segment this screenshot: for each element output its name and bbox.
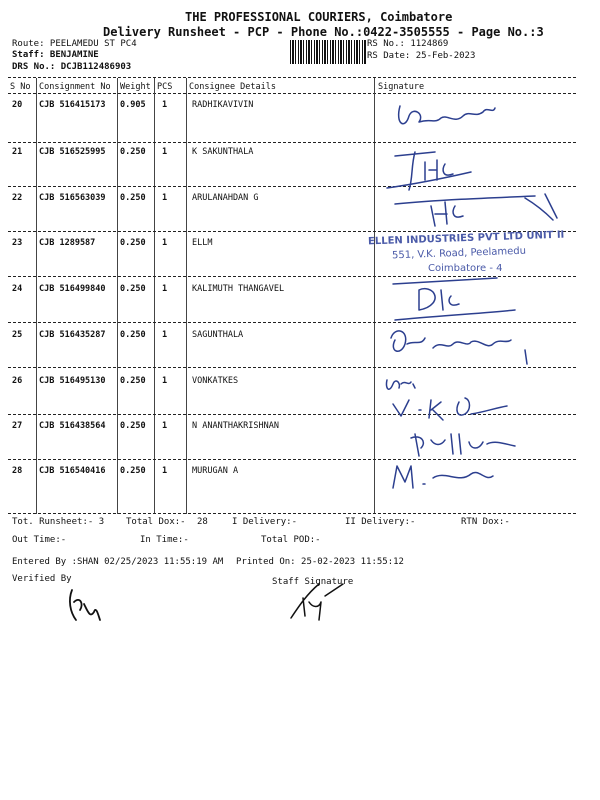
col-weight-header: Weight <box>120 82 151 92</box>
row-consignment-no: CJB 516438564 <box>39 421 106 431</box>
row-sno: 20 <box>12 100 23 110</box>
drs-number: DRS No.: DCJB112486903 <box>12 62 132 72</box>
total-dox-value: 28 <box>197 517 208 527</box>
row-weight: 0.250 <box>120 147 146 157</box>
stamp-line-1: ELLEN INDUSTRIES PVT LTD UNIT II <box>367 229 565 248</box>
row-pcs: 1 <box>162 147 168 157</box>
row-consignee: ELLM <box>192 238 213 248</box>
route-label: Route: PEELAMEDU ST PC4 <box>12 39 137 49</box>
row-sno: 21 <box>12 147 23 157</box>
col-consignment-header: Consignment No <box>39 82 111 92</box>
row-sno: 26 <box>12 376 23 386</box>
row-pcs: 1 <box>162 100 168 110</box>
col-divider <box>154 78 155 514</box>
row-consignment-no: CJB 516540416 <box>39 466 106 476</box>
row-pcs: 1 <box>162 193 168 203</box>
row-sno: 23 <box>12 238 23 248</box>
row-pcs: 1 <box>162 376 168 386</box>
signature-row-22 <box>395 194 557 226</box>
col-signature-header: Signature <box>378 82 425 92</box>
barcode-image <box>290 40 366 64</box>
verified-by-label: Verified By <box>12 574 72 584</box>
col-divider <box>117 78 118 514</box>
signature-row-28 <box>393 466 493 488</box>
signature-row-20 <box>399 106 495 124</box>
row-consignment-no: CJB 1289587 <box>39 238 96 248</box>
runsheet-subtitle: Delivery Runsheet - PCP - Phone No.:0422-3505555 - Page No.:3 <box>103 25 544 39</box>
signature-scribbles <box>375 94 600 519</box>
stamp-line-2: 551, V.K. Road, Peelamedu <box>391 245 527 262</box>
row-consignee: VONKATKES <box>192 376 239 386</box>
row-consignment-no: CJB 516415173 <box>39 100 106 110</box>
signature-row-26 <box>386 380 415 389</box>
row-weight: 0.250 <box>120 330 146 340</box>
row-pcs: 1 <box>162 238 168 248</box>
row-pcs: 1 <box>162 330 168 340</box>
row-weight: 0.250 <box>120 238 146 248</box>
signature-row-25 <box>391 331 527 364</box>
row-consignment-no: CJB 516563039 <box>39 193 106 203</box>
row-consignee: K SAKUNTHALA <box>192 147 254 157</box>
col-sno-header: S No <box>10 82 31 92</box>
rtn-dox-label: RTN Dox:- <box>461 517 510 527</box>
printed-on: Printed On: 25-02-2023 11:55:12 <box>236 557 404 567</box>
row-weight: 0.905 <box>120 100 146 110</box>
staff-label: Staff: BENJAMINE <box>12 50 99 60</box>
row-consignment-no: CJB 516435287 <box>39 330 106 340</box>
total-pod-label: Total POD:- <box>261 535 321 545</box>
col-divider <box>36 78 37 514</box>
row-sno: 27 <box>12 421 23 431</box>
total-runsheet: Tot. Runsheet:- 3 <box>12 517 105 527</box>
i-delivery-label: I Delivery:- <box>232 517 298 527</box>
total-dox-label: Total Dox:- <box>126 517 186 527</box>
col-divider <box>186 78 187 514</box>
row-consignment-no: CJB 516525995 <box>39 147 106 157</box>
row-sno: 28 <box>12 466 23 476</box>
row-pcs: 1 <box>162 466 168 476</box>
signature-row-26b <box>393 398 507 420</box>
row-sno: 22 <box>12 193 23 203</box>
row-sno: 24 <box>12 284 23 294</box>
row-consignment-no: CJB 516499840 <box>39 284 106 294</box>
rs-number: RS No.: 1124869 <box>367 39 449 49</box>
out-time-label: Out Time:- <box>12 535 67 545</box>
col-consignee-header: Consignee Details <box>189 82 276 92</box>
row-weight: 0.250 <box>120 193 146 203</box>
stamp-line-3: Coimbatore - 4 <box>428 263 503 274</box>
row-weight: 0.250 <box>120 284 146 294</box>
rs-date: RS Date: 25-Feb-2023 <box>367 51 476 61</box>
row-consignee: KALIMUTH THANGAVEL <box>192 284 285 294</box>
row-sno: 25 <box>12 330 23 340</box>
signature-row-21 <box>387 152 471 190</box>
ii-delivery-label: II Delivery:- <box>345 517 416 527</box>
row-weight: 0.250 <box>120 421 146 431</box>
verifier-signature <box>60 582 110 627</box>
row-consignee: RADHIKAVIVIN <box>192 100 254 110</box>
row-consignee: MURUGAN A <box>192 466 239 476</box>
row-consignee: ARULANAHDAN G <box>192 193 259 203</box>
signature-row-24 <box>393 278 515 320</box>
col-pcs-header: PCS <box>157 82 173 92</box>
header-top-rule <box>8 77 576 78</box>
company-title: THE PROFESSIONAL COURIERS, Coimbatore <box>185 10 453 24</box>
row-pcs: 1 <box>162 421 168 431</box>
row-consignee: SAGUNTHALA <box>192 330 244 340</box>
staff-signature <box>285 578 345 623</box>
entered-by: Entered By :SHAN 02/25/2023 11:55:19 AM <box>12 557 224 567</box>
signature-row-27 <box>411 434 515 456</box>
staff-signature-label: Staff Signature <box>272 577 354 587</box>
row-consignment-no: CJB 516495130 <box>39 376 106 386</box>
in-time-label: In Time:- <box>140 535 189 545</box>
row-consignee: N ANANTHAKRISHNAN <box>192 421 279 431</box>
row-weight: 0.250 <box>120 466 146 476</box>
row-pcs: 1 <box>162 284 168 294</box>
row-weight: 0.250 <box>120 376 146 386</box>
